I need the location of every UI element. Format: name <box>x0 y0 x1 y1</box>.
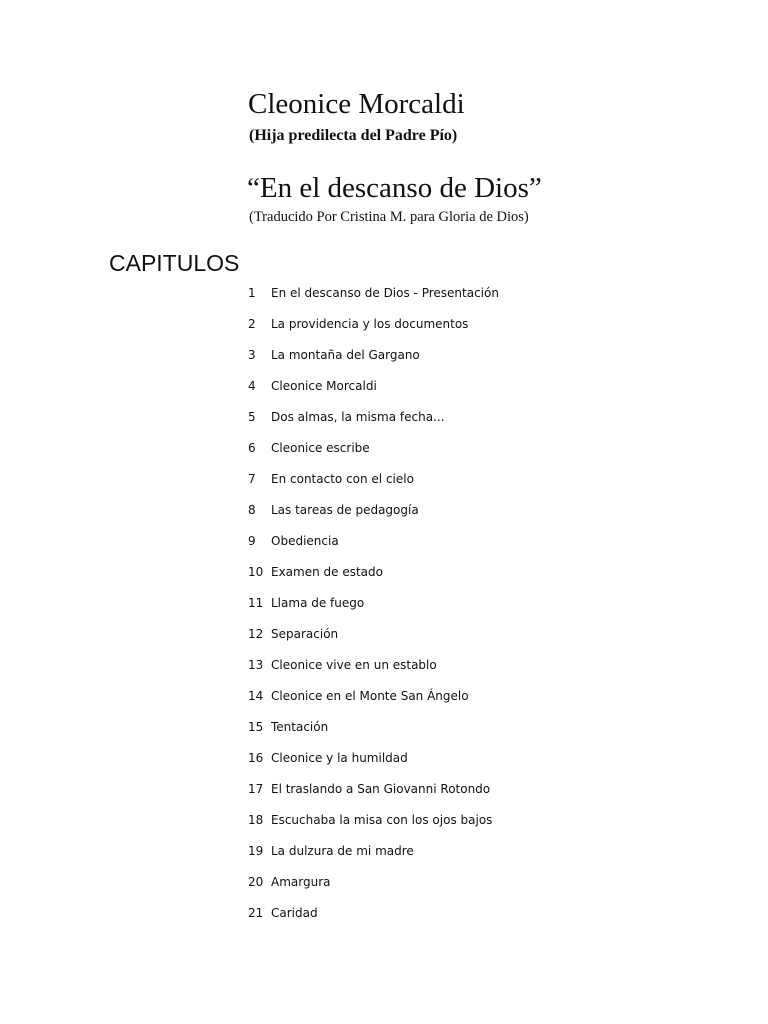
chapter-number: 20 <box>248 875 264 889</box>
chapter-item <box>248 377 499 408</box>
chapter-number: 6 <box>248 441 256 455</box>
chapter-item <box>248 470 499 501</box>
chapter-item <box>248 284 499 315</box>
chapter-number: 21 <box>248 906 264 920</box>
chapter-title: Cleonice en el Monte San Ángelo <box>271 689 469 703</box>
book-title: “En el descanso de Dios” <box>247 172 542 204</box>
chapter-number: 9 <box>248 534 256 548</box>
chapters-heading: CAPITULOS <box>109 250 240 276</box>
chapter-item <box>248 811 499 842</box>
chapter-number: 3 <box>248 348 256 362</box>
chapter-number: 5 <box>248 410 256 424</box>
chapter-item <box>248 594 499 625</box>
author-subtitle: (Hija predilecta del Padre Pío) <box>249 127 458 144</box>
chapter-number: 7 <box>248 472 256 486</box>
chapter-title: Caridad <box>271 906 318 920</box>
chapter-list <box>248 284 499 935</box>
chapter-item <box>248 501 499 532</box>
chapter-title: En contacto con el cielo <box>271 472 414 486</box>
chapter-number: 13 <box>248 658 264 672</box>
chapter-number: 16 <box>248 751 264 765</box>
chapter-title: La providencia y los documentos <box>271 317 469 331</box>
book-subtitle: (Traducido Por Cristina M. para Gloria de Dios) <box>249 209 529 225</box>
chapter-item <box>248 749 499 780</box>
chapter-title: Las tareas de pedagogía <box>271 503 419 517</box>
chapter-number: 1 <box>248 286 256 300</box>
chapter-number: 8 <box>248 503 256 517</box>
chapter-item <box>248 625 499 656</box>
chapter-number: 12 <box>248 627 264 641</box>
chapter-number: 18 <box>248 813 264 827</box>
chapter-number: 19 <box>248 844 264 858</box>
chapter-item <box>248 408 499 439</box>
chapter-item <box>248 687 499 718</box>
chapter-title: La dulzura de mi madre <box>271 844 414 858</box>
chapter-number: 14 <box>248 689 264 703</box>
chapter-title: Cleonice escribe <box>271 441 370 455</box>
chapter-number: 11 <box>248 596 264 610</box>
author-name: Cleonice Morcaldi <box>248 88 465 120</box>
chapter-item <box>248 439 499 470</box>
chapter-item <box>248 780 499 811</box>
chapter-title: Cleonice vive en un establo <box>271 658 437 672</box>
chapter-title: Separación <box>271 627 339 641</box>
chapter-item <box>248 873 499 904</box>
chapter-number: 15 <box>248 720 264 734</box>
chapter-number: 17 <box>248 782 264 796</box>
chapter-number: 2 <box>248 317 256 331</box>
chapter-number: 10 <box>248 565 264 579</box>
chapter-item <box>248 904 499 935</box>
chapter-item <box>248 346 499 377</box>
chapter-title: Cleonice y la humildad <box>271 751 408 765</box>
chapter-title: Examen de estado <box>271 565 383 579</box>
chapter-item <box>248 718 499 749</box>
chapter-title: La montaña del Gargano <box>271 348 420 362</box>
chapter-item <box>248 563 499 594</box>
chapter-title: Obediencia <box>271 534 339 548</box>
chapter-item <box>248 532 499 563</box>
chapter-number: 4 <box>248 379 256 393</box>
chapter-title: Llama de fuego <box>271 596 365 610</box>
chapter-title: El traslando a San Giovanni Rotondo <box>271 782 491 796</box>
chapter-title: En el descanso de Dios - Presentación <box>271 286 499 300</box>
chapter-title: Cleonice Morcaldi <box>271 379 377 393</box>
chapter-title: Escuchaba la misa con los ojos bajos <box>271 813 493 827</box>
chapter-item <box>248 656 499 687</box>
chapter-title: Amargura <box>271 875 331 889</box>
chapter-title: Tentación <box>271 720 329 734</box>
chapter-item <box>248 315 499 346</box>
chapter-item <box>248 842 499 873</box>
chapter-title: Dos almas, la misma fecha... <box>271 410 445 424</box>
